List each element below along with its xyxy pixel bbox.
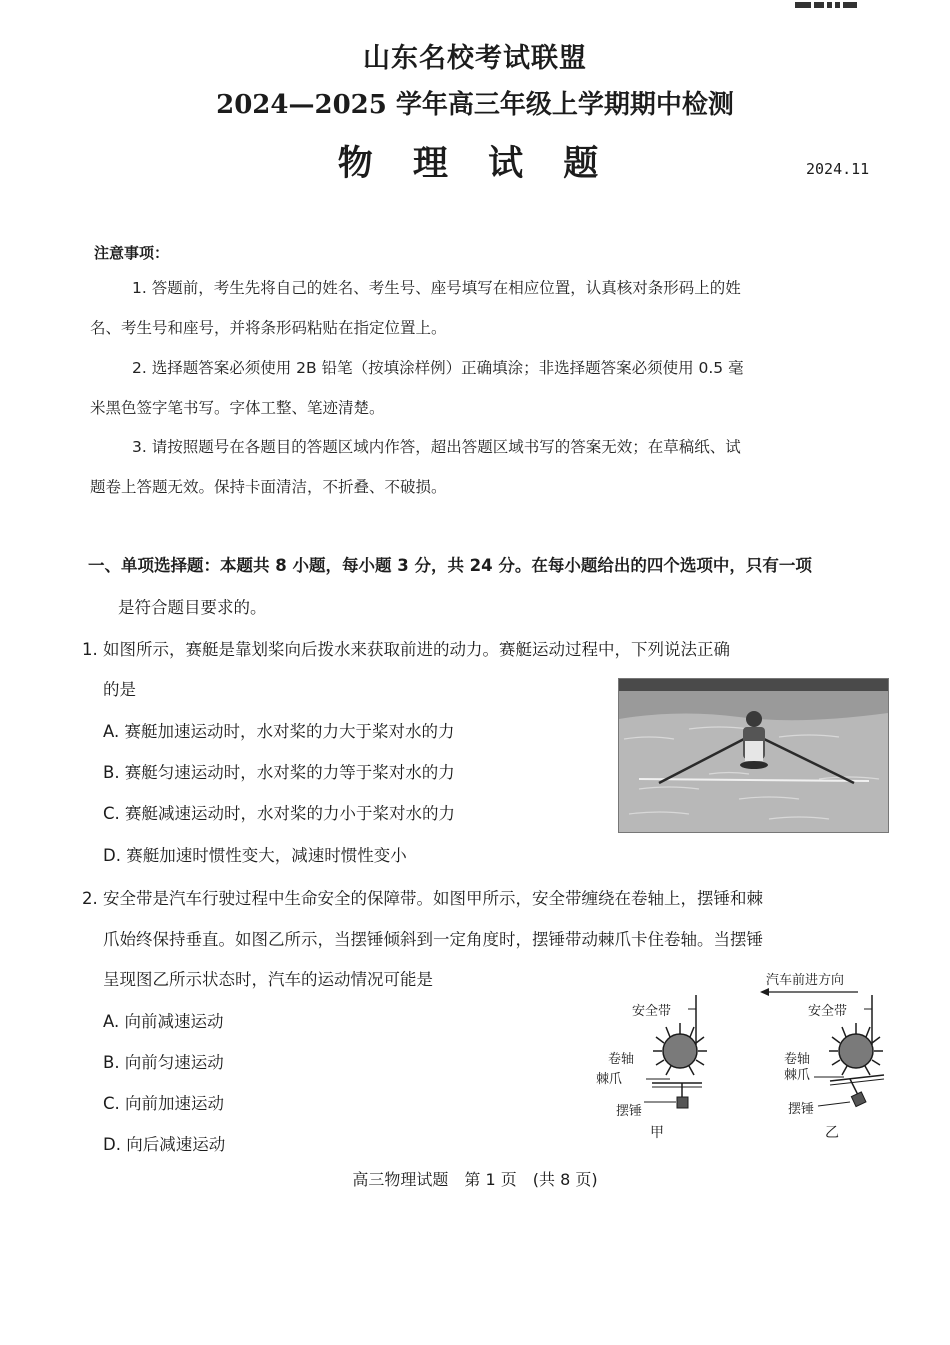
caption-jia: 甲 xyxy=(650,1125,664,1141)
notice-line: 1. 答题前，考生先将自己的姓名、考生号、座号填写在相应位置，认真核对条形码上的姓 xyxy=(132,279,741,297)
question-1-stem: 1. 如图所示，赛艇是靠划桨向后拨水来获取前进的动力。赛艇运动过程中，下列说法正确 xyxy=(82,640,730,659)
label-pendulum-jia: 摆锤 xyxy=(616,1104,643,1119)
exam-union-title: 山东名校考试联盟 xyxy=(363,43,587,74)
exam-term-title: 2024—2025 学年高三年级上学期期中检测 xyxy=(216,90,734,120)
question-2-stem: 2. 安全带是汽车行驶过程中生命安全的保障带。如图甲所示，安全带缠绕在卷轴上，摆锤和棘 xyxy=(82,889,763,908)
label-pawl-jia: 棘爪 xyxy=(596,1072,623,1087)
question-2-option-d: D. 向后减速运动 xyxy=(103,1135,226,1154)
page-footer: 高三物理试题 第 1 页 (共 8 页) xyxy=(352,1170,598,1189)
section-heading: 一、单项选择题：本题共 8 小题，每小题 3 分，共 24 分。在每小题给出的四个选项中，只有一项 xyxy=(88,556,812,575)
label-pendulum-yi: 摆锤 xyxy=(788,1102,815,1117)
figure-jia xyxy=(596,995,707,1141)
notice-line: 米黑色签字笔书写。字体工整、笔迹清楚。 xyxy=(90,399,385,417)
label-pawl-yi: 棘爪 xyxy=(784,1068,811,1083)
notice-line: 名、考生号和座号，并将条形码粘贴在指定位置上。 xyxy=(90,319,447,337)
label-reel-yi: 卷轴 xyxy=(784,1052,811,1067)
question-1-option-b: B. 赛艇匀速运动时，水对桨的力等于桨对水的力 xyxy=(103,763,455,782)
question-1-option-d: D. 赛艇加速时惯性变大，减速时惯性变小 xyxy=(103,846,407,865)
label-reel-jia: 卷轴 xyxy=(608,1052,635,1067)
question-1-option-c: C. 赛艇减速运动时，水对桨的力小于桨对水的力 xyxy=(103,804,456,823)
exam-date: 2024.11 xyxy=(806,160,870,178)
label-belt-jia: 安全带 xyxy=(632,1004,672,1019)
seatbelt-figure xyxy=(592,965,892,1145)
question-2-option-a: A. 向前减速运动 xyxy=(103,1012,224,1031)
corner-mark xyxy=(795,2,855,12)
question-2-stem-cont2: 呈现图乙所示状态时，汽车的运动情况可能是 xyxy=(103,970,433,989)
arrow-left-icon xyxy=(760,988,769,996)
notice-line: 2. 选择题答案必须使用 2B 铅笔（按填涂样例）正确填涂；非选择题答案必须使用 0.5 毫 xyxy=(132,359,744,377)
question-2-option-c: C. 向前加速运动 xyxy=(103,1094,225,1113)
rowing-photo xyxy=(618,678,889,833)
subject-title: 物 理 试 题 xyxy=(337,143,613,184)
direction-label: 汽车前进方向 xyxy=(766,973,845,988)
section-heading-cont: 是符合题目要求的。 xyxy=(118,598,267,617)
notice-line: 题卷上答题无效。保持卡面清洁，不折叠、不破损。 xyxy=(90,478,447,496)
question-1-option-a: A. 赛艇加速运动时，水对桨的力大于桨对水的力 xyxy=(103,722,455,741)
question-1-stem-cont: 的是 xyxy=(103,680,136,699)
label-belt-yi: 安全带 xyxy=(808,1004,848,1019)
notice-line: 3. 请按照题号在各题目的答题区域内作答，超出答题区域书写的答案无效；在草稿纸、试 xyxy=(132,438,741,456)
caption-yi: 乙 xyxy=(825,1125,839,1141)
figure-yi xyxy=(784,995,884,1141)
question-2-stem-cont: 爪始终保持垂直。如图乙所示，当摆锤倾斜到一定角度时，摆锤带动棘爪卡住卷轴。当摆锤 xyxy=(103,930,763,949)
notice-heading: 注意事项： xyxy=(94,244,170,262)
question-2-option-b: B. 向前匀速运动 xyxy=(103,1053,224,1072)
